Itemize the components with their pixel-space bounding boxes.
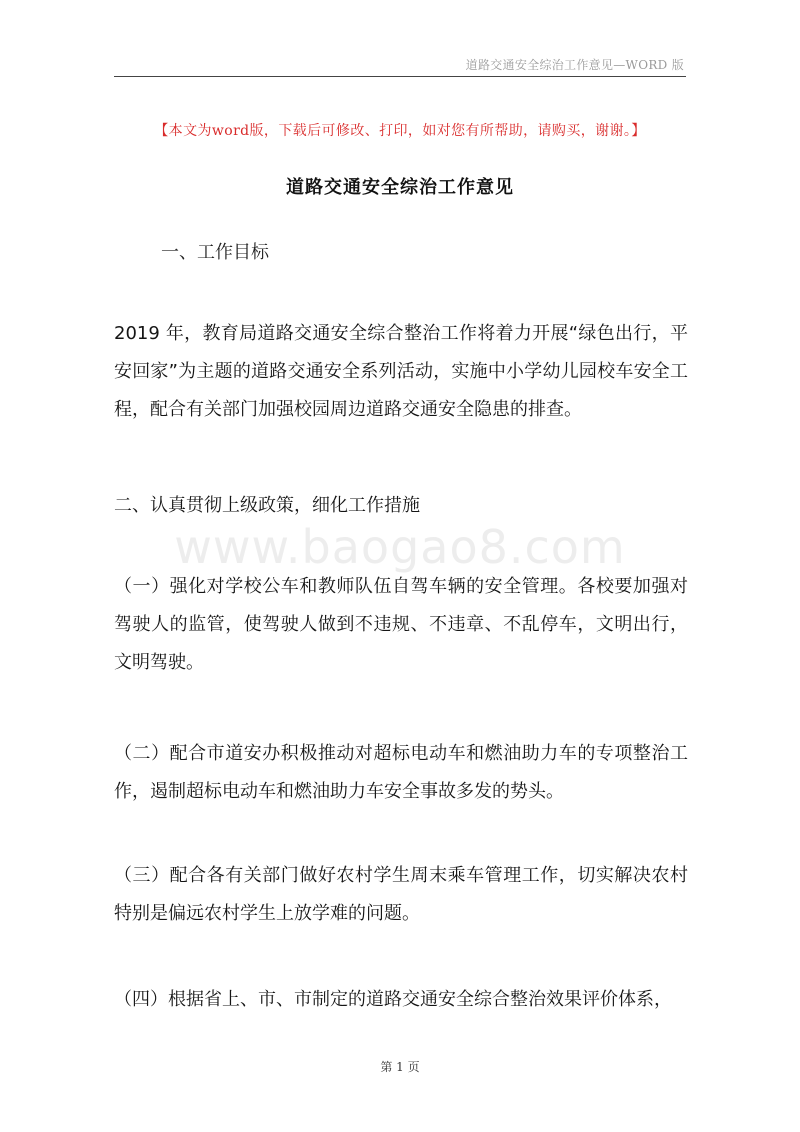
paragraph-item-3: （三）配合各有关部门做好农村学生周末乘车管理工作，切实解决农村特别是偏远农村学生上放学难的问题。 — [114, 865, 688, 924]
paragraph-goals: 2019 年，教育局道路交通安全综合整治工作将着力开展“绿色出行，平安回家”为主题的道路交通安全系列活动，实施中小学幼儿园校车安全工程，配合有关部门加强校园周边道路交通安全隐患的排查。 — [114, 323, 688, 420]
section-heading-goals: 一、工作目标 — [161, 242, 269, 263]
paragraph-item-4: （四）根据省上、市、市制定的道路交通安全综合整治效果评价体系， — [114, 989, 672, 1010]
running-header: 道路交通安全综治工作意见—WORD 版 — [465, 58, 684, 72]
page-number: 第 1 页 — [380, 1060, 420, 1074]
paragraph-item-1: （一）强化对学校公车和教师队伍自驾车辆的安全管理。各校要加强对驾驶人的监管，使驾驶人做到不违规、不违章、不乱停车，文明出行，文明驾驶。 — [114, 576, 688, 673]
header-divider — [114, 76, 686, 77]
download-notice: 【本文为word版，下载后可修改、打印，如对您有所帮助，请购买，谢谢。】 — [154, 123, 646, 139]
paragraph-item-2: （二）配合市道安办积极推动对超标电动车和燃油助力车的专项整治工作，遏制超标电动车和燃油助力车安全事故多发的势头。 — [114, 743, 688, 802]
document-title: 道路交通安全综治工作意见 — [286, 177, 514, 198]
section-heading-measures: 二、认真贯彻上级政策，细化工作措施 — [114, 495, 420, 516]
watermark: www.baogao8.com — [174, 520, 626, 574]
